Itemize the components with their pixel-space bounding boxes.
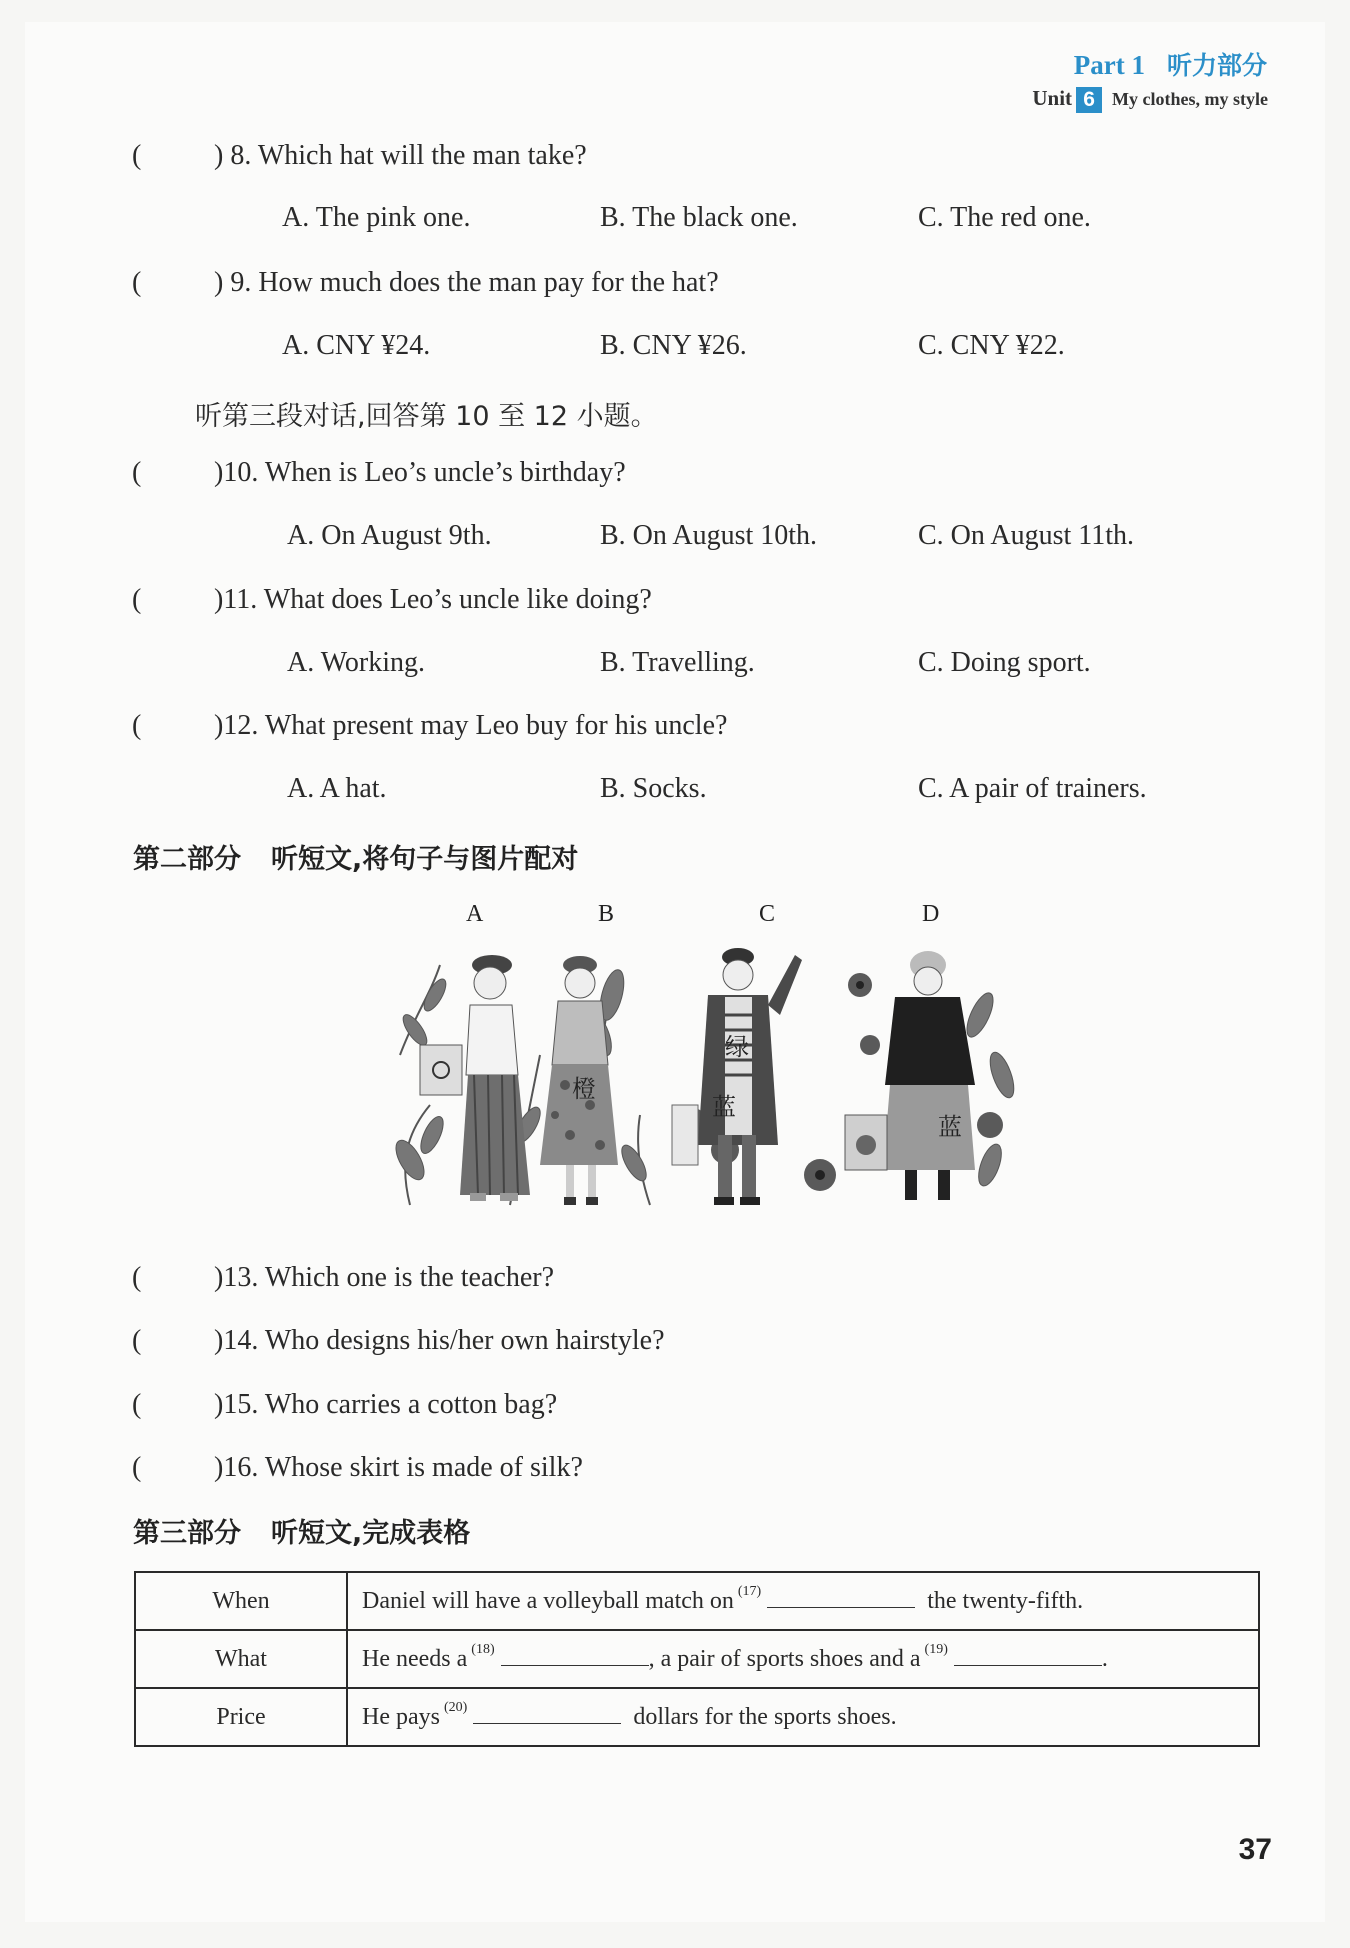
question-text: What does Leo’s uncle like doing?: [263, 584, 652, 615]
question-text: What present may Leo buy for his uncle?: [264, 710, 728, 741]
unit-label: Unit: [1032, 86, 1073, 110]
question-text: Whose skirt is made of silk?: [264, 1452, 583, 1483]
question-text: Which hat will the man take?: [257, 140, 587, 171]
question-16: ( )16. Whose skirt is made of silk?: [132, 1452, 583, 1483]
page-number: 37: [1238, 1833, 1272, 1866]
option-a: A. Working.: [287, 647, 426, 678]
part-cn-label: 听力部分: [1166, 51, 1267, 80]
table-row: [135, 1630, 1259, 1688]
answer-blank-19[interactable]: [954, 1647, 1102, 1666]
question-11: ( )11. What does Leo’s uncle like doing?: [132, 584, 652, 615]
answer-blank-20[interactable]: [473, 1705, 621, 1724]
option-a: A. The pink one.: [282, 202, 471, 233]
dialog3-instruction: 听第三段对话,回答第 10 至 12 小题。: [195, 401, 658, 432]
question-text: Who carries a cotton bag?: [264, 1389, 558, 1420]
answer-blank-17[interactable]: [767, 1589, 915, 1608]
row-key: When: [135, 1572, 347, 1630]
row-content: He pays $^{(20)}$ dollars for the sports shoes.: [347, 1688, 1259, 1746]
option-c: C. On August 11th.: [918, 520, 1134, 551]
question-14: ( )14. Who designs his/her own hairstyle?: [132, 1325, 665, 1356]
question-text: How much does the man pay for the hat?: [258, 267, 719, 298]
blank-number: (17): [737, 1583, 762, 1599]
answer-paren[interactable]: (: [132, 710, 142, 741]
option-b: B. On August 10th.: [600, 520, 818, 551]
option-a: A. CNY ¥24.: [282, 330, 431, 361]
answer-paren[interactable]: (: [132, 140, 142, 171]
row-key: What: [135, 1630, 347, 1688]
row-key: Price: [135, 1688, 347, 1746]
answer-paren[interactable]: (: [132, 1452, 142, 1483]
part-heading: [1074, 46, 1267, 82]
question-13: ( )13. Which one is the teacher?: [132, 1262, 555, 1293]
option-a: A. On August 9th.: [287, 520, 492, 551]
question-12: ( )12. What present may Leo buy for his uncle?: [132, 710, 728, 741]
section2-heading: 第二部分 听短文,将句子与图片配对: [133, 844, 579, 875]
question-9: ( ) 9. How much does the man pay for the hat?: [132, 267, 719, 298]
option-c: C. Doing sport.: [918, 647, 1091, 678]
color-word-orange: 橙: [572, 1075, 596, 1103]
figure-label-a: A: [466, 901, 484, 927]
table-row: [135, 1688, 1259, 1746]
question-text: Which one is the teacher?: [264, 1262, 555, 1293]
table-row: [135, 1572, 1259, 1630]
option-c: C. The red one.: [918, 202, 1091, 233]
fill-table: [134, 1571, 1260, 1747]
question-10: ( )10. When is Leo’s uncle’s birthday?: [132, 457, 626, 488]
figure-label-b: B: [598, 901, 615, 927]
option-b: B. CNY ¥26.: [600, 330, 747, 361]
option-b: B. The black one.: [600, 202, 798, 233]
part-label: Part 1: [1073, 50, 1145, 80]
question-text: When is Leo’s uncle’s birthday?: [264, 457, 626, 488]
section3-heading: 第三部分 听短文,完成表格: [133, 1518, 471, 1549]
answer-blank-18[interactable]: [501, 1647, 649, 1666]
question-8: ( ) 8. Which hat will the man take?: [132, 140, 587, 171]
answer-paren[interactable]: (: [132, 457, 142, 488]
option-a: A. A hat.: [287, 773, 387, 804]
row-content: He needs a $^{(18)}$ , a pair of sports shoes and a $^{(19)}$ .: [347, 1630, 1259, 1688]
option-c: C. A pair of trainers.: [918, 773, 1147, 804]
option-c: C. CNY ¥22.: [918, 330, 1065, 361]
question-text: Who designs his/her own hairstyle?: [264, 1325, 665, 1356]
answer-paren[interactable]: (: [132, 267, 142, 298]
color-word-blue: 蓝: [712, 1093, 736, 1121]
unit-title: My clothes, my style: [1112, 89, 1268, 109]
people-illustration: [390, 935, 1030, 1215]
option-b: B. Travelling.: [600, 647, 755, 678]
row-content: Daniel will have a volleyball match on $^{(17)}$ the twenty-fifth.: [347, 1572, 1259, 1630]
figure-label-d: D: [922, 901, 940, 927]
question-15: ( )15. Who carries a cotton bag?: [132, 1389, 558, 1420]
answer-paren[interactable]: (: [132, 584, 142, 615]
unit-number-badge: 6: [1076, 87, 1102, 113]
figure-label-c: C: [759, 901, 776, 927]
unit-heading: [1032, 86, 1268, 113]
answer-paren[interactable]: (: [132, 1325, 142, 1356]
blank-number: (18): [471, 1641, 495, 1657]
person-c: [672, 948, 802, 1205]
blank-number: (20): [443, 1699, 468, 1715]
answer-paren[interactable]: (: [132, 1389, 142, 1420]
color-word-blue-d: 蓝: [938, 1113, 962, 1141]
answer-paren[interactable]: (: [132, 1262, 142, 1293]
blank-number: (19): [924, 1641, 948, 1657]
option-b: B. Socks.: [600, 773, 707, 804]
color-word-green: 绿: [725, 1033, 749, 1061]
